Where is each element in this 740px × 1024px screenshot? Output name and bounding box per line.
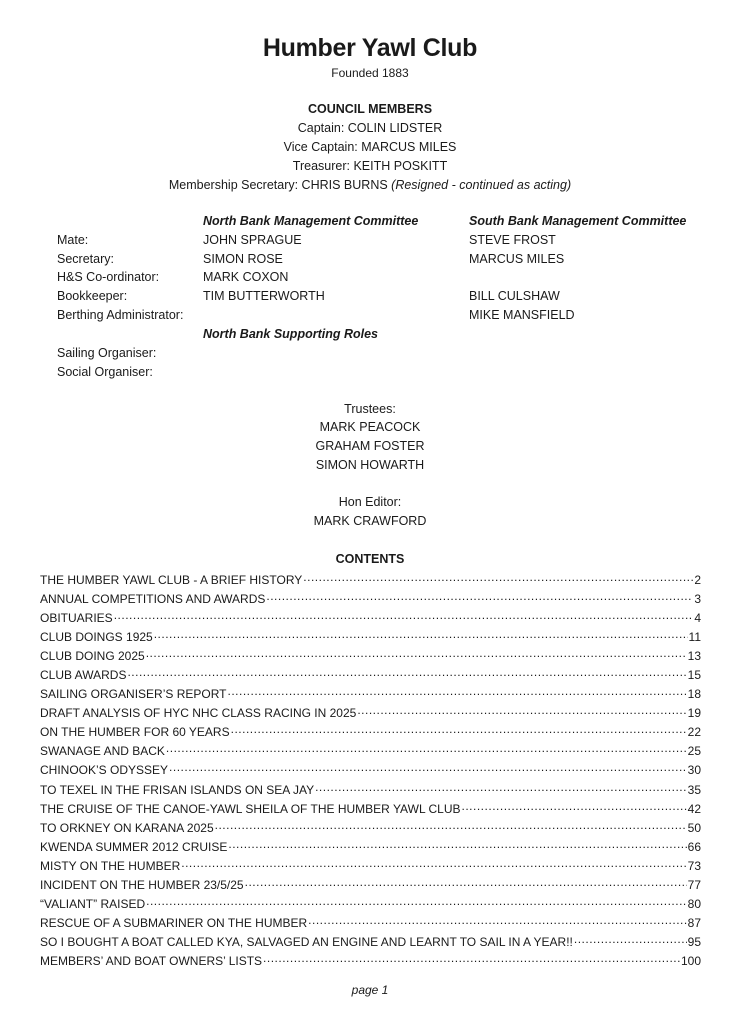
toc-leader-dots	[574, 932, 687, 946]
toc-entry-page: 18	[687, 687, 701, 702]
toc-entry-page: 4	[694, 611, 701, 626]
toc-entry[interactable]	[40, 608, 701, 627]
south-member: MARCUS MILES	[469, 252, 565, 266]
toc-entry-title: THE HUMBER YAWL CLUB - A BRIEF HISTORY	[40, 573, 303, 587]
page-number: page 1	[351, 983, 389, 997]
club-title: Humber Yawl Club	[262, 34, 478, 62]
toc-leader-dots	[114, 608, 694, 622]
toc-entry-title: CLUB DOINGS 1925	[40, 630, 153, 645]
north-bank-supporting-roles-heading: North Bank Supporting Roles	[203, 327, 378, 341]
south-member: BILL CULSHAW	[469, 289, 560, 303]
toc-entry[interactable]	[40, 684, 701, 703]
toc-entry[interactable]	[40, 894, 701, 913]
toc-entry-page: 42	[687, 801, 701, 816]
toc-leader-dots	[266, 589, 693, 603]
toc-entry-title: ANNUAL COMPETITIONS AND AWARDS	[40, 592, 266, 607]
toc-entry-title: SAILING ORGANISER’S REPORT	[40, 687, 227, 702]
toc-leader-dots	[357, 703, 686, 717]
toc-leader-dots	[146, 894, 687, 908]
table-of-contents	[40, 570, 701, 970]
toc-leader-dots	[181, 856, 686, 870]
north-member: TIM BUTTERWORTH	[203, 289, 325, 303]
trustee-name: GRAHAM FOSTER	[315, 439, 425, 453]
toc-entry-page: 77	[687, 877, 701, 892]
toc-entry-title: DRAFT ANALYSIS OF HYC NHC CLASS RACING IN 2025	[40, 706, 357, 721]
toc-entry-page: 22	[687, 725, 701, 740]
toc-entry-page: 80	[687, 896, 701, 911]
toc-entry[interactable]	[40, 703, 701, 722]
south-bank-committee-heading: South Bank Management Committee	[469, 214, 687, 228]
toc-entry[interactable]	[40, 589, 701, 608]
toc-entry-page: 100	[680, 953, 701, 968]
toc-entry[interactable]	[40, 780, 701, 799]
toc-entry-page: 13	[687, 649, 701, 664]
toc-entry-page: 19	[687, 706, 701, 721]
south-member: STEVE FROST	[469, 233, 556, 247]
trustee-name: MARK PEACOCK	[319, 420, 421, 434]
toc-entry-title: RESCUE OF A SUBMARINER ON THE HUMBER	[40, 915, 308, 930]
toc-leader-dots	[308, 913, 686, 927]
north-member: JOHN SPRAGUE	[203, 233, 302, 247]
toc-entry-page: 66	[687, 839, 701, 854]
toc-leader-dots	[169, 760, 687, 774]
toc-entry[interactable]	[40, 627, 701, 646]
contents-heading: CONTENTS	[335, 552, 405, 566]
toc-entry[interactable]	[40, 741, 701, 760]
toc-entry-page: 73	[687, 858, 701, 873]
committee-role: Mate:	[57, 233, 89, 247]
toc-entry[interactable]	[40, 951, 701, 970]
toc-leader-dots	[245, 875, 687, 889]
toc-leader-dots	[462, 799, 687, 813]
toc-leader-dots	[154, 627, 688, 641]
toc-entry-page: 35	[687, 782, 701, 797]
toc-leader-dots	[228, 837, 686, 851]
toc-leader-dots	[228, 684, 687, 698]
council-members-heading: COUNCIL MEMBERS	[307, 102, 433, 116]
toc-entry[interactable]	[40, 875, 701, 894]
trustees-label: Trustees:	[344, 402, 396, 416]
toc-entry-title: TO TEXEL IN THE FRISAN ISLANDS ON SEA JAY	[40, 782, 315, 797]
toc-entry-title: OBITUARIES	[40, 611, 113, 626]
toc-entry[interactable]	[40, 646, 701, 665]
toc-entry-title: “VALIANT” RAISED	[40, 896, 146, 911]
toc-entry-title: MISTY ON THE HUMBER	[40, 858, 181, 873]
toc-entry-title: TO ORKNEY ON KARANA 2025	[40, 820, 214, 835]
council-line-text: Membership Secretary: CHRIS BURNS	[168, 178, 392, 192]
toc-entry[interactable]	[40, 913, 701, 932]
toc-leader-dots	[215, 818, 687, 832]
toc-entry-page: 87	[687, 915, 701, 930]
toc-entry[interactable]	[40, 932, 701, 951]
supporting-role: Sailing Organiser:	[57, 346, 157, 360]
toc-entry-page: 3	[694, 592, 701, 607]
south-member: MIKE MANSFIELD	[469, 308, 575, 322]
toc-entry[interactable]	[40, 856, 701, 875]
committee-role: Bookkeeper:	[57, 289, 128, 303]
north-member: SIMON ROSE	[203, 252, 283, 266]
council-line-text: Vice Captain: MARCUS MILES	[283, 140, 457, 154]
toc-entry[interactable]	[40, 818, 701, 837]
toc-entry[interactable]	[40, 665, 701, 684]
toc-entry-page: 15	[687, 668, 701, 683]
committee-role: Secretary:	[57, 252, 114, 266]
toc-entry-page: 25	[687, 744, 701, 759]
toc-leader-dots	[146, 646, 687, 660]
toc-entry-title: SO I BOUGHT A BOAT CALLED KYA, SALVAGED AN ENGINE AND LEARNT TO SAIL IN A YEAR!!	[40, 934, 573, 949]
trustee-name: SIMON HOWARTH	[315, 458, 425, 472]
toc-entry-title: CLUB AWARDS	[40, 668, 127, 683]
toc-leader-dots	[263, 951, 680, 965]
council-line-text: Captain: COLIN LIDSTER	[297, 121, 443, 135]
toc-entry-title: CLUB DOING 2025	[40, 649, 145, 664]
council-captain	[0, 121, 740, 135]
toc-leader-dots	[315, 780, 687, 794]
toc-entry-page: 11	[688, 630, 701, 645]
council-line-note: (Resigned - continued as acting)	[391, 178, 572, 192]
council-line-text: Treasurer: KEITH POSKITT	[292, 159, 448, 173]
toc-entry-title: ON THE HUMBER FOR 60 YEARS	[40, 725, 230, 740]
north-member: MARK COXON	[203, 270, 289, 284]
toc-entry-title: INCIDENT ON THE HUMBER 23/5/25	[40, 877, 244, 892]
committee-role: Berthing Administrator:	[57, 308, 184, 322]
toc-entry[interactable]	[40, 722, 701, 741]
toc-leader-dots	[303, 570, 693, 584]
toc-entry-title: THE CRUISE OF THE CANOE-YAWL SHEILA OF THE HUMBER YAWL CLUB	[40, 801, 461, 816]
toc-entry-page: 30	[687, 763, 701, 778]
toc-entry[interactable]	[40, 760, 701, 779]
hon-editor-name: MARK CRAWFORD	[313, 514, 427, 528]
founded-subtitle: Founded 1883	[331, 66, 409, 80]
toc-entry-page: 95	[687, 934, 701, 949]
hon-editor-label: Hon Editor:	[338, 495, 402, 509]
council-vice-captain	[0, 140, 740, 154]
toc-entry-page: 50	[687, 820, 701, 835]
council-membership-secretary	[0, 178, 740, 192]
committee-role: H&S Co-ordinator:	[57, 270, 160, 284]
toc-entry-page: 2	[694, 573, 701, 587]
toc-entry[interactable]	[40, 799, 701, 818]
toc-entry-title: KWENDA SUMMER 2012 CRUISE	[40, 839, 228, 854]
council-treasurer	[0, 159, 740, 173]
toc-leader-dots	[127, 665, 686, 679]
supporting-role: Social Organiser:	[57, 365, 153, 379]
toc-entry-title: MEMBERS’ AND BOAT OWNERS’ LISTS	[40, 953, 263, 968]
toc-entry[interactable]	[40, 837, 701, 856]
toc-leader-dots	[166, 741, 687, 755]
toc-entry-title: SWANAGE AND BACK	[40, 744, 165, 759]
toc-leader-dots	[231, 722, 687, 736]
north-bank-committee-heading: North Bank Management Committee	[203, 214, 419, 228]
toc-entry[interactable]	[40, 570, 701, 589]
toc-entry-title: CHINOOK’S ODYSSEY	[40, 763, 169, 778]
